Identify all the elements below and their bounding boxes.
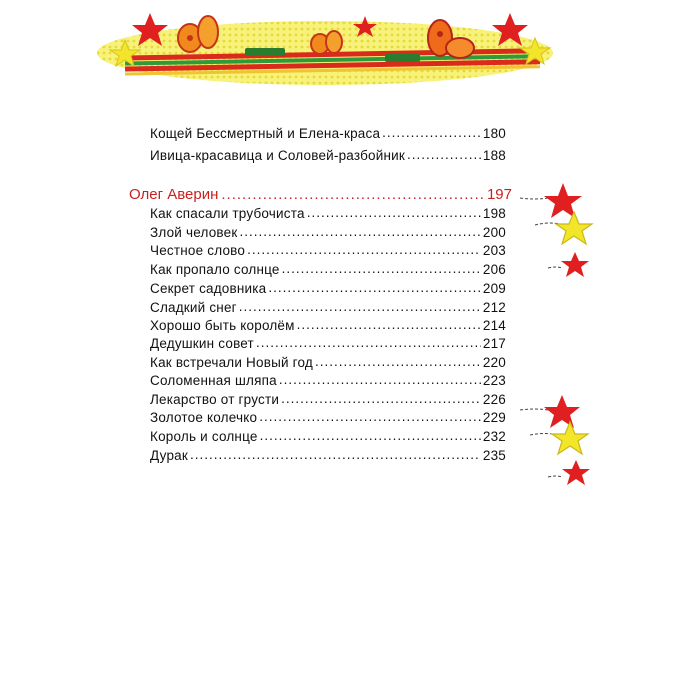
- toc-entry: [150, 443, 506, 463]
- toc-entry-title: Золотое колечко: [150, 410, 258, 425]
- toc-entry: [150, 276, 506, 296]
- toc-entry-page: 232: [482, 429, 506, 444]
- toc-entry-page: 214: [482, 318, 506, 333]
- toc-entry-page: 198: [482, 206, 506, 221]
- dot-leader: [279, 372, 481, 388]
- toc-entry-title: Король и солнце: [150, 429, 258, 444]
- dot-leader: [268, 280, 480, 296]
- toc-entry: [150, 313, 506, 333]
- toc-entry-page: 212: [482, 300, 506, 315]
- toc-entry-title: Как спасали трубочиста: [150, 206, 305, 221]
- toc-entry: [150, 368, 506, 388]
- toc-entry-title: Секрет садовника: [150, 281, 267, 296]
- toc-entry: [150, 220, 506, 240]
- toc-entry-page: 229: [482, 410, 506, 425]
- toc-entry-page: 226: [482, 392, 506, 407]
- star-icon: [535, 212, 592, 244]
- toc-entry-page: 200: [482, 225, 506, 240]
- toc-entry-page: 206: [482, 262, 506, 277]
- toc-entry-title: Злой человек: [150, 225, 238, 240]
- dot-leader: [407, 147, 481, 163]
- toc-entry-title: Честное слово: [150, 243, 246, 258]
- toc-entry: [150, 201, 506, 221]
- toc-entry-title: Хорошо быть королём: [150, 318, 295, 333]
- toc-entry-page: 235: [482, 448, 506, 463]
- toc-entry-page: 188: [482, 148, 506, 163]
- toc-entry: [150, 424, 506, 444]
- toc-entry-page: 223: [482, 373, 506, 388]
- toc-entry-title: Как встречали Новый год: [150, 355, 314, 370]
- toc-entry: [150, 121, 506, 141]
- toc-entry: [150, 238, 506, 258]
- toc-entry: [150, 257, 506, 277]
- toc-entry-title: Дедушкин совет: [150, 336, 254, 351]
- toc-entry-page: 220: [482, 355, 506, 370]
- star-icon: [520, 395, 580, 428]
- toc-entry: [150, 331, 506, 351]
- star-icon: [520, 183, 582, 218]
- toc-entry-title: Лекарство от грусти: [150, 392, 280, 407]
- dot-leader: [259, 409, 481, 425]
- dot-leader: [282, 261, 481, 277]
- dot-leader: [307, 205, 481, 221]
- dot-leader: [382, 125, 481, 141]
- toc-entry: [150, 295, 506, 315]
- star-icon: [548, 252, 589, 277]
- toc-entry: [150, 387, 506, 407]
- toc-entry: [150, 405, 506, 425]
- toc-entry-title: Как пропало солнце: [150, 262, 280, 277]
- butterfly-banner-illustration: [95, 8, 555, 88]
- toc-entry-title: Дурак: [150, 448, 188, 463]
- butterfly-icon: [428, 20, 474, 58]
- section-author: Олег Аверин: [129, 186, 219, 203]
- toc-entry-title: Кощей Бессмертный и Елена-краса: [150, 126, 381, 141]
- section-page: 197: [486, 186, 512, 203]
- toc-entry-title: Ивица-красавица и Соловей-разбойник: [150, 148, 405, 163]
- toc-entry-page: 203: [482, 243, 506, 258]
- dot-leader: [247, 242, 481, 258]
- toc-entry-title: Сладкий снег: [150, 300, 237, 315]
- toc-entry-page: 217: [482, 336, 506, 351]
- toc-entry-title: Соломенная шляпа: [150, 373, 277, 388]
- toc-entry-page: 209: [482, 281, 506, 296]
- star-icon: [530, 422, 588, 454]
- toc-entry: [150, 350, 506, 370]
- toc-entry-page: 180: [482, 126, 506, 141]
- dot-leader: [190, 447, 481, 463]
- dot-leader: [260, 428, 481, 444]
- dot-leader: [256, 335, 481, 351]
- butterfly-icon: [178, 16, 218, 52]
- star-icon: [548, 460, 590, 485]
- section-heading: [129, 181, 512, 203]
- toc-entry: [150, 143, 506, 163]
